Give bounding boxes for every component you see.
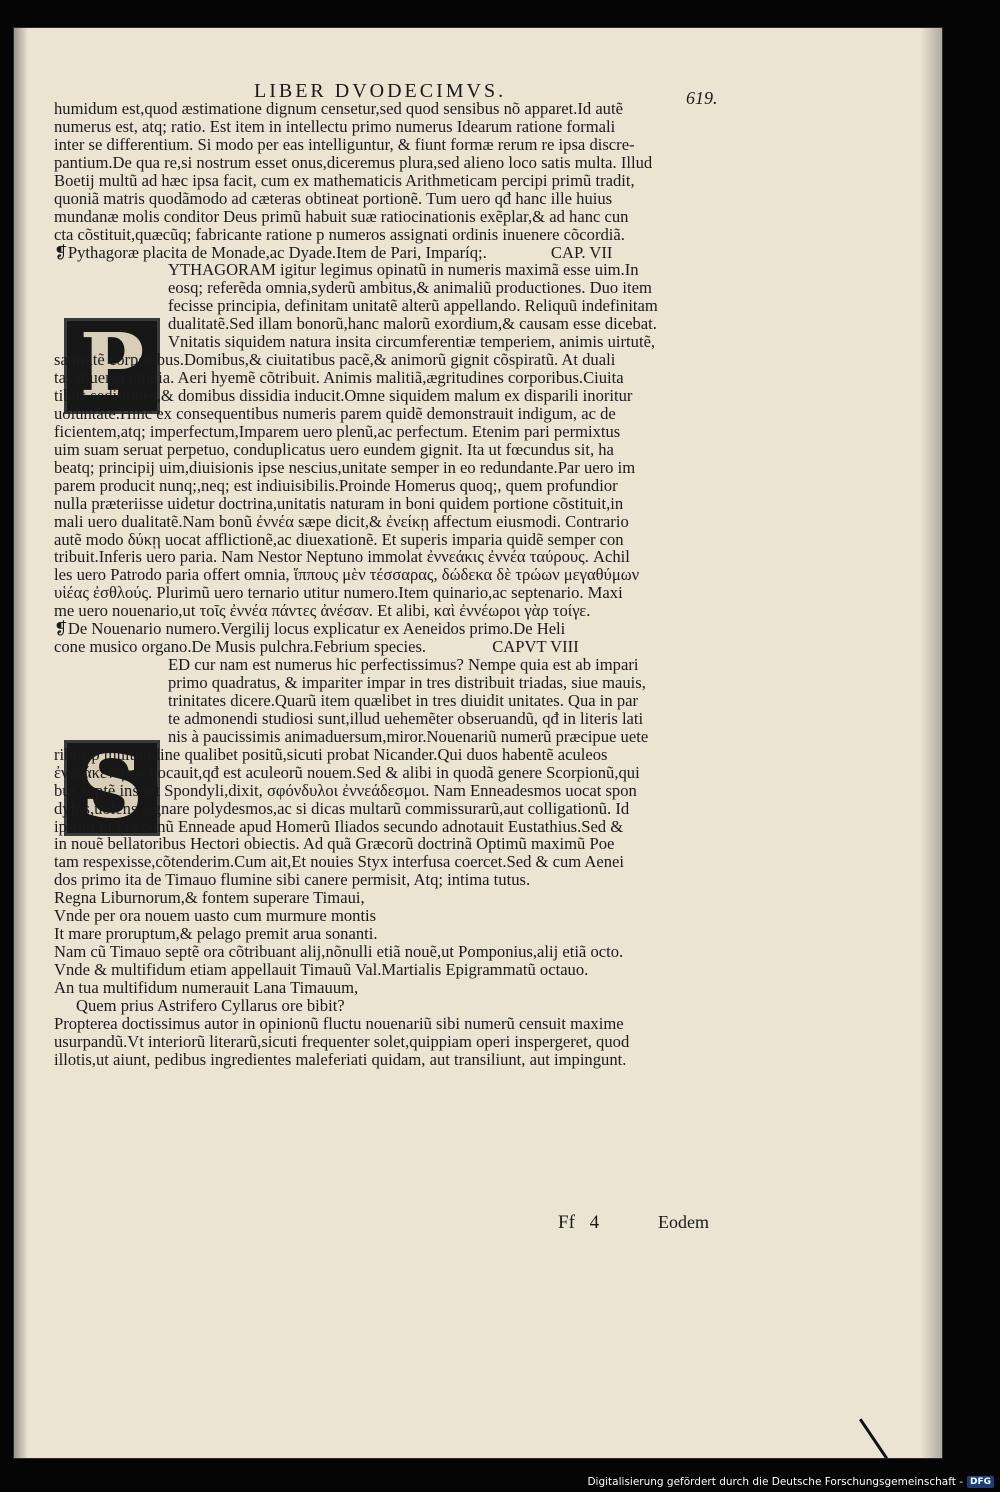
- text-line: quoniã matris quodãmodo ad cæteras obtineat portionẽ. Tum uero qđ hanc ille huius: [54, 188, 613, 208]
- text-line: dualitatẽ.Sed illam bonorũ,hanc malorũ exordium,& causam esse dicebat.: [168, 314, 657, 334]
- text-line: humidum est,quod æstimatione dignum censetur,sed quod sensibus nõ apparet.Id autẽ: [54, 99, 623, 118]
- footer-credit: Digitalisierung gefördert durch die Deutsche Forschungsgemeinschaft -: [587, 1476, 963, 1488]
- text-line: illotis,ut aiunt, pedibus ingredientes maleferiati quidam, aut transiliunt, aut impingunt.: [54, 1049, 627, 1069]
- text-line: sanitatẽ corporibus.Domibus,& ciuitatibus pacẽ,& animorũ gignit cõspiratũ. At duali: [54, 350, 616, 370]
- verse-line: Quem prius Astrifero Cyllarus ore bibit?: [76, 995, 345, 1015]
- text-line: Propterea doctissimus autor in opinionũ fluctu nouenariũ sibi numerũ censuit maxime: [54, 1013, 624, 1033]
- chapter-heading: ❡De Nouenario numero.Vergilij locus explicatur ex Aeneidos primo.De Heli: [54, 619, 566, 639]
- chapter-8-title: cone musico organo.De Musis pulchra.Febrium species.: [54, 637, 427, 657]
- signature-mark: Ff 4: [558, 1212, 600, 1233]
- text-line: nulla præteriisse uidetur doctrina,unitatis naturam in boni quidem portione cõstituit,in: [54, 493, 624, 513]
- text-line: ipsum in Præconũ Enneade apud Homerũ Iliados secundo adnotauit Eustathius.Sed &: [54, 816, 624, 836]
- text-line: autẽ modo δύκῃ uocat afflictionẽ,ac diuexationẽ. Et superis imparia quidẽ semper con: [54, 529, 624, 549]
- text-line: Vnitatis siquidem natura insita circumferentiæ temperiem, animis uirtutẽ,: [168, 332, 656, 352]
- text-line: fecisse principia, definitam unitatẽ alterũ appellando. Reliquũ indefinitam: [168, 296, 658, 316]
- text-line: tam respexisse,cõtenderim.Cum ait,Et nouies Styx interfusa coercet.Sed & cum Aenei: [54, 852, 625, 872]
- body-text: [54, 100, 734, 1069]
- running-title: LIBER DVODECIMVS.: [254, 80, 507, 102]
- pen-stroke-mark: [859, 1418, 888, 1458]
- text-line: ἐννεάκεντρον uocauit,qđ est aculeorũ nouem.Sed & alibi in quodã genere Scorpionũ,qui: [54, 762, 640, 782]
- chapter-heading: [54, 638, 734, 656]
- chapter-7-title: ❡Pythagoræ placita de Monade,ac Dyade.Item de Pari, Imparíq;.: [54, 242, 487, 262]
- text-line: trinitates dicere.Quarũ item quælibet in tres diuidit unitates. Qua in par: [168, 690, 639, 710]
- text-line: cta cõstituit,quæcũq; fabricante ratione p numeros assignati ordinis inuenere cõcordiã.: [54, 224, 625, 244]
- text-line: tribuit.Inferis uero paria. Nam Nestor Neptuno immolat ἐννεάκις ἐννέα ταύρους. Achil: [54, 547, 630, 567]
- text-line: dos primo ita de Timauo flumine sibi canere permisit, Atq; intima tutus.: [54, 870, 531, 890]
- text-line: nis à paucissimis animaduersum,miror.Nouenariũ numerũ præcipue uete: [168, 726, 649, 746]
- text-line: me uero nouenario,ut τοῖς ἐννέα πάντες ἀνέσαν. Et alibi, καὶ ἐννέωροι γὰρ τοίγε.: [54, 601, 591, 621]
- verse-line: Vnde per ora nouem uasto cum murmure montis: [54, 906, 377, 926]
- text-line: numerus est, atq; ratio. Est item in intellectu primo numerus Idearum ratione formali: [54, 116, 616, 136]
- chapter-7-label: CAP. VII: [550, 242, 613, 262]
- text-line: mali uero dualitatẽ.Nam bonũ ἐννέα sæpe dicit,& ἐνείκῃ affectum eiusmodi. Contrario: [54, 511, 629, 531]
- verse-line: Regna Liburnorum,& fontem superare Timaui,: [54, 888, 365, 908]
- text-line: les uero Patrodo paria offert omnia, ἵππους μὲν τέσσαρας, δώδεκα δὲ τρώων μεγαθύμων: [54, 565, 640, 585]
- text-line: uim suam seruat perpetuo, conduplicatus uero eundem gignit. Ita ut fœcundus sit, ha: [54, 439, 614, 459]
- text-line: eosq; referẽda omnia,syderũ ambitus,& animaliũ productiones. Duo item: [168, 278, 652, 298]
- text-line: uoluntate.Hinc ex consequentibus numeris parem quidẽ demonstrauit indigum, ac de: [54, 403, 616, 423]
- text-line: ribus p multitudine qualibet positũ,sicuti probat Nicander.Qui duos habentẽ aculeos: [54, 744, 608, 764]
- text-line: Nam cũ Timauo septẽ ora cõtribuant alij,nõnulli etiã nouẽ,ut Pomponius,alij etiã octo.: [54, 942, 624, 962]
- text-line: primo quadratus, & impariter impar in tres distribuit triadas, siue mauis,: [168, 673, 646, 692]
- text-line: bus septẽ insunt Spondyli,dixit, σφόνδυλοι ἐννεάδεσμοι. Nam Enneadesmos uocat spon: [54, 780, 637, 800]
- text-line: tas diuersa omnia. Aeri hyemẽ cõtribuit. Animis malitiã,ægritudines corporibus.Ciuita: [54, 368, 624, 388]
- initial-letter-s: S: [80, 737, 144, 838]
- text-line: dylos,uolens signare polydesmos,ac si dicas multarũ commissurarũ,aut colligationũ. Id: [54, 798, 630, 818]
- text-line: beatq; principij uim,diuisionis ipse nescius,unitate semper in eo redundante.Par uero im: [54, 457, 636, 477]
- dfg-logo-icon: DFG: [967, 1476, 994, 1488]
- chapter-heading: [54, 244, 734, 262]
- text-line: tibus seditiones,& domibus dissidia inducit.Omne siquidem malum ex disparili inoritur: [54, 386, 633, 405]
- text-line: te admonendi studiosi sunt,illud uehemẽter obseruandũ, qđ in literis lati: [168, 708, 644, 728]
- chapter-8-label: CAPVT VIII: [492, 637, 579, 657]
- initial-letter-p: P: [79, 315, 145, 416]
- text-line: Boetij multũ ad hæc ipsa facit, cum ex mathematicis Arithmeticam percipi primũ tradit,: [54, 170, 635, 190]
- text-line: YTHAGORAM igitur legimus opinatũ in numeris maximã esse uim.In: [168, 260, 639, 280]
- text-line: ED cur nam est numerus hic perfectissimus? Nempe quia est ab impari: [168, 655, 639, 675]
- text-line: mundanæ molis conditor Deus primũ habuit suæ ratiocinationis exẽplar,& ad hanc cun: [54, 206, 629, 226]
- catchword: Eodem: [658, 1212, 709, 1232]
- text-line: ficientem,atq; imperfectum,Imparem uero plenũ,ac perfectum. Etenim pari permixtus: [54, 421, 621, 441]
- text-line: Vnde & multifidum etiam appellauit Timauũ Val.Martialis Epigrammatũ octauo.: [54, 960, 589, 979]
- text-line: usurpandũ.Vt interiorũ literarũ,sicuti frequenter solet,quippiam operi inspergeret, quod: [54, 1031, 630, 1051]
- gutter-shadow: [14, 28, 28, 1458]
- text-line: pantium.De qua re,si nostrum esset onus,diceremus plura,sed alieno loco satis multa. Illud: [54, 152, 653, 172]
- text-line: inter se differentium. Si modo per eas intelliguntur, & fiunt formæ rerum re ipsa discre-: [54, 134, 635, 154]
- text-line: in nouẽ bellatoribus Hectori obiectis. Ad quã Græcorũ doctrinã Optimũ maximũ Poe: [54, 834, 615, 854]
- verse-line: An tua multifidum numerauit Lana Timauum,: [54, 977, 359, 997]
- edge-shadow: [920, 28, 942, 1458]
- text-line: υἱέας ἐσθλούς. Plurimũ uero ternario utitur numero.Item quinario,ac septenario. Maxi: [54, 583, 623, 603]
- footer-bar: [587, 1472, 1000, 1492]
- verse-line: It mare proruptum,& pelago premit arua sonanti.: [54, 924, 378, 944]
- text-line: parem producit nunq;,neq; est indiuisibilis.Proinde Homerus quoq;, quem profundior: [54, 475, 618, 495]
- folio-number: 619.: [686, 88, 718, 108]
- book-page: [14, 28, 942, 1458]
